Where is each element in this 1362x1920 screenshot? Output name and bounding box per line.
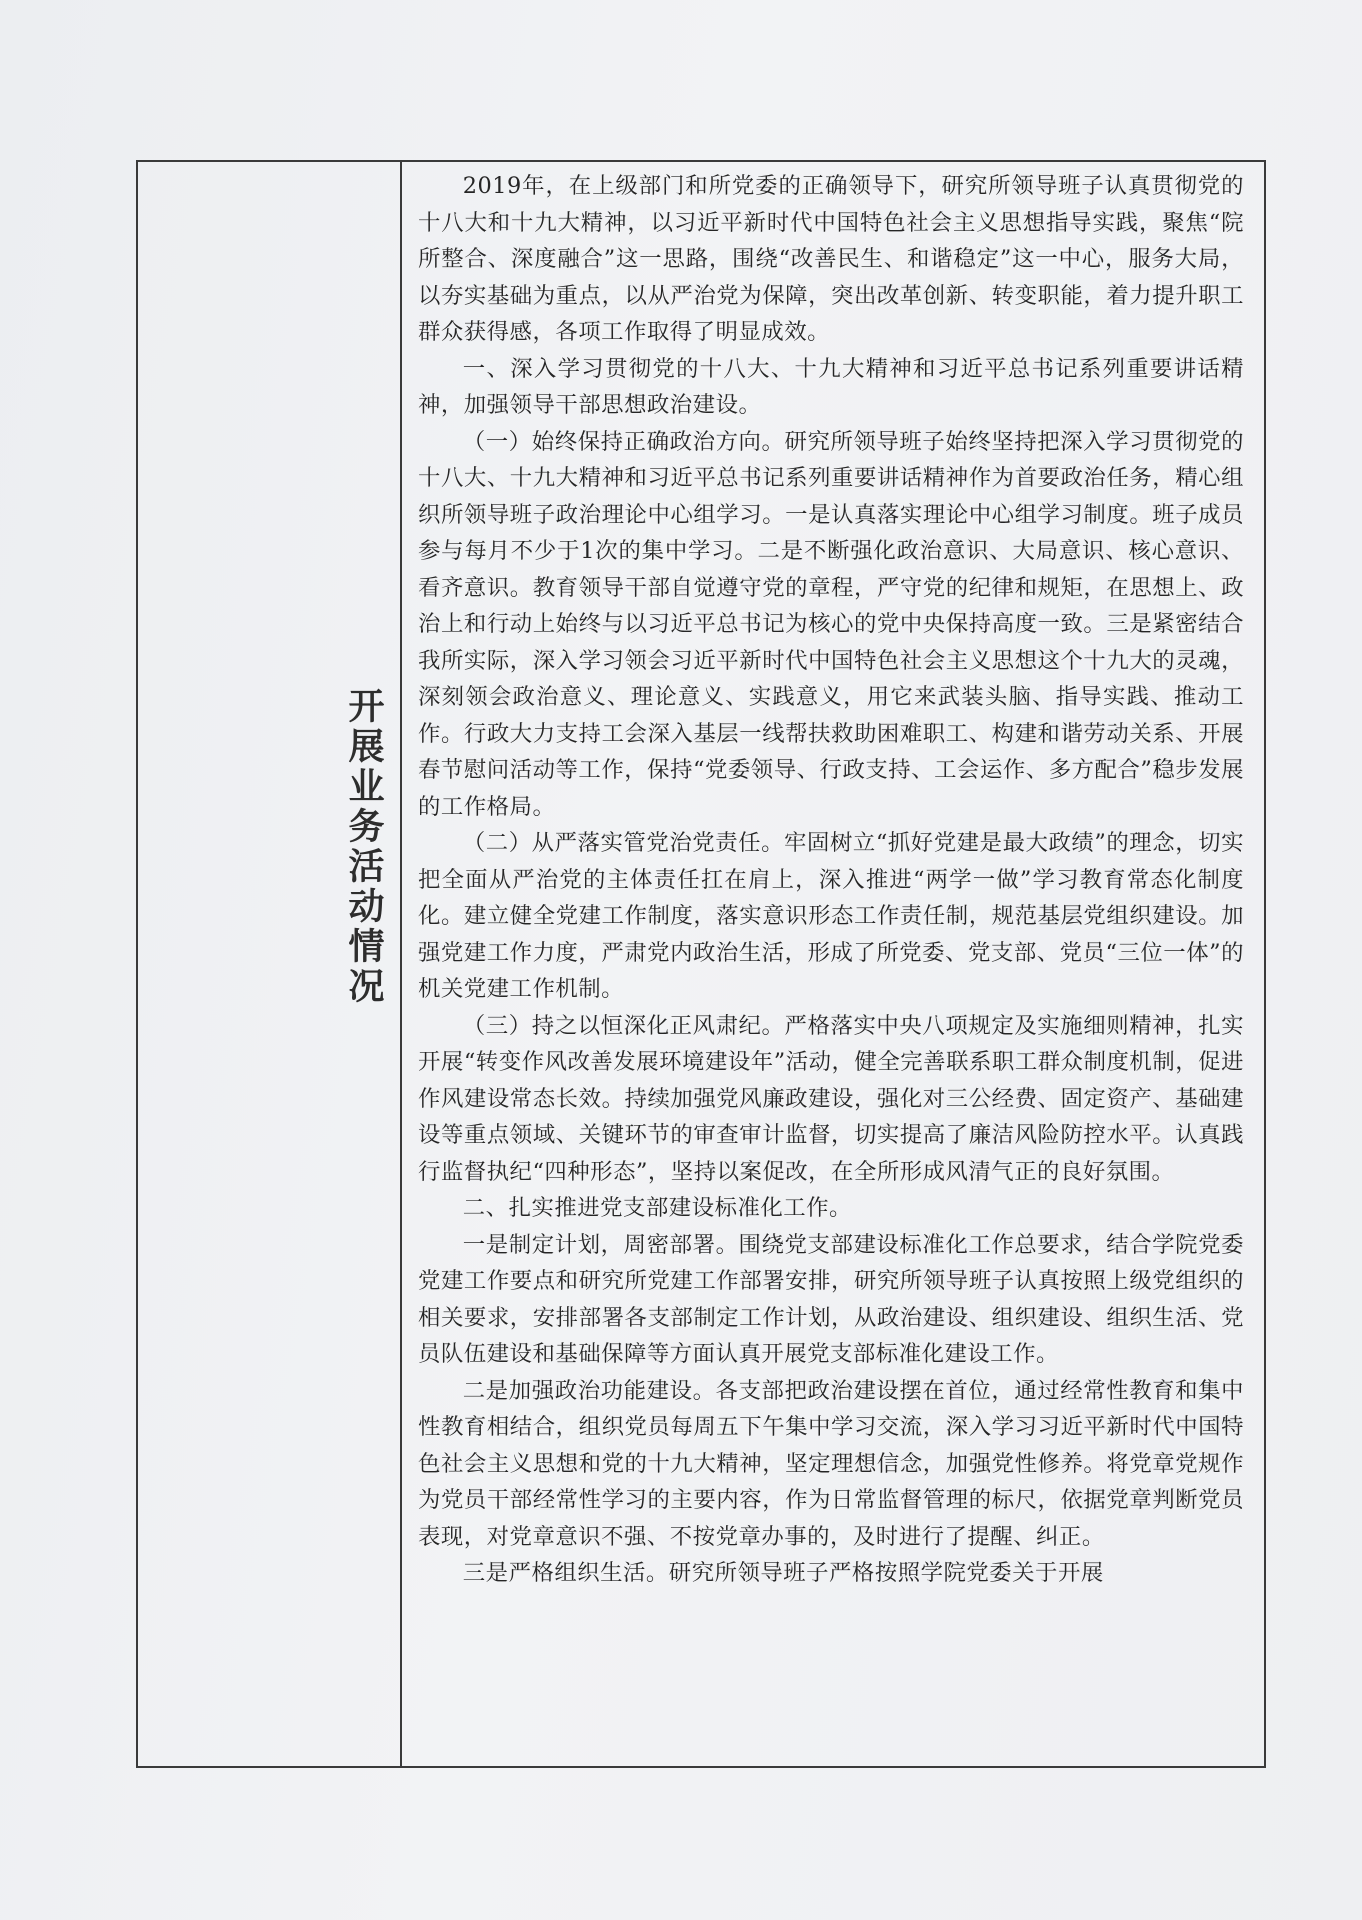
paragraph-intro: 2019年，在上级部门和所党委的正确领导下，研究所领导班子认真贯彻党的十八大和十九大精神，以习近平新时代中国特色社会主义思想指导实践，聚焦“院所整合、深度融合”这一思路，围绕“改善民生、和谐稳定”这一中心，服务大局，以夯实基础为重点，以从严治党为保障，突出改革创新、转变职能，着力提升职工群众获得感，各项工作取得了明显成效。 — [418, 173, 1244, 345]
section-label: 开展业务活动情况 — [343, 687, 385, 1007]
paragraph-1-2: （二）从严落实管党治党责任。牢固树立“抓好党建是最大政绩”的理念，切实把全面从严治党的主体责任扛在肩上，深入推进“两学一做”学习教育常态化制度化。建立健全党建工作制度，落实意识形态工作责任制，规范基层党组织建设。加强党建工作力度，严肃党内政治生活，形成了所党委、党支部、党员“三位一体”的机关党建工作机制。 — [418, 830, 1244, 1002]
heading-section-1: 一、深入学习贯彻党的十八大、十九大精神和习近平总书记系列重要讲话精神，加强领导干部思想政治建设。 — [418, 355, 1244, 418]
paragraph-1-1: （一）始终保持正确政治方向。研究所领导班子始终坚持把深入学习贯彻党的十八大、十九大精神和习近平总书记系列重要讲话精神作为首要政治任务，精心组织所领导班子政治理论中心组学习。一是认真落实理论中心组学习制度。班子成员参与每月不少于1次的集中学习。二是不断强化政治意识、大局意识、核心意识、看齐意识。教育领导干部自觉遵守党的章程，严守党的纪律和规矩，在思想上、政治上和行动上始终与以习近平总书记为核心的党中央保持高度一致。三是紧密结合我所实际，深入学习领会习近平新时代中国特色社会主义思想这个十九大的灵魂，深刻领会政治意义、理论意义、实践意义，用它来武装头脑、指导实践、推动工作。行政大力支持工会深入基层一线帮扶救助困难职工、构建和谐劳动关系、开展春节慰问活动等工作，保持“党委领导、行政支持、工会运作、多方配合”稳步发展的工作格局。 — [418, 428, 1244, 820]
paragraph-2-2: 二是加强政治功能建设。各支部把政治建设摆在首位，通过经常性教育和集中性教育相结合，组织党员每周五下午集中学习交流，深入学习习近平新时代中国特色社会主义思想和党的十九大精神，坚定理想信念，加强党性修养。将党章党规作为党员干部经常性学习的主要内容，作为日常监督管理的标尺，依据党章判断党员表现，对党章意识不强、不按党章办事的，及时进行了提醒、纠正。 — [418, 1377, 1244, 1550]
paragraph-2-3: 三是严格组织生活。研究所领导班子严格按照学院党委关于开展 — [462, 1560, 1104, 1586]
paragraph-1-3: （三）持之以恒深化正风肃纪。严格落实中央八项规定及实施细则精神，扎实开展“转变作风改善发展环境建设年”活动，健全完善联系职工群众制度机制，促进作风建设常态长效。持续加强党风廉政建设，强化对三公经费、固定资产、基础建设等重点领域、关键环节的审查审计监督，切实提高了廉洁风险防控水平。认真践行监督执纪“四种形态”，坚持以案促改，在全所形成风清气正的良好氛围。 — [418, 1012, 1244, 1185]
form-table — [136, 160, 1266, 1768]
heading-section-2: 二、扎实推进党支部建设标准化工作。 — [462, 1195, 852, 1221]
label-cell — [138, 162, 402, 1766]
paragraph-2-1: 一是制定计划，周密部署。围绕党支部建设标准化工作总要求，结合学院党委党建工作要点和研究所党建工作部署安排，研究所领导班子认真按照上级党组织的相关要求，安排部署各支部制定工作计划，从政治建设、组织建设、组织生活、党员队伍建设和基础保障等方面认真开展党支部标准化建设工作。 — [418, 1231, 1244, 1367]
content-cell — [402, 162, 1264, 1766]
